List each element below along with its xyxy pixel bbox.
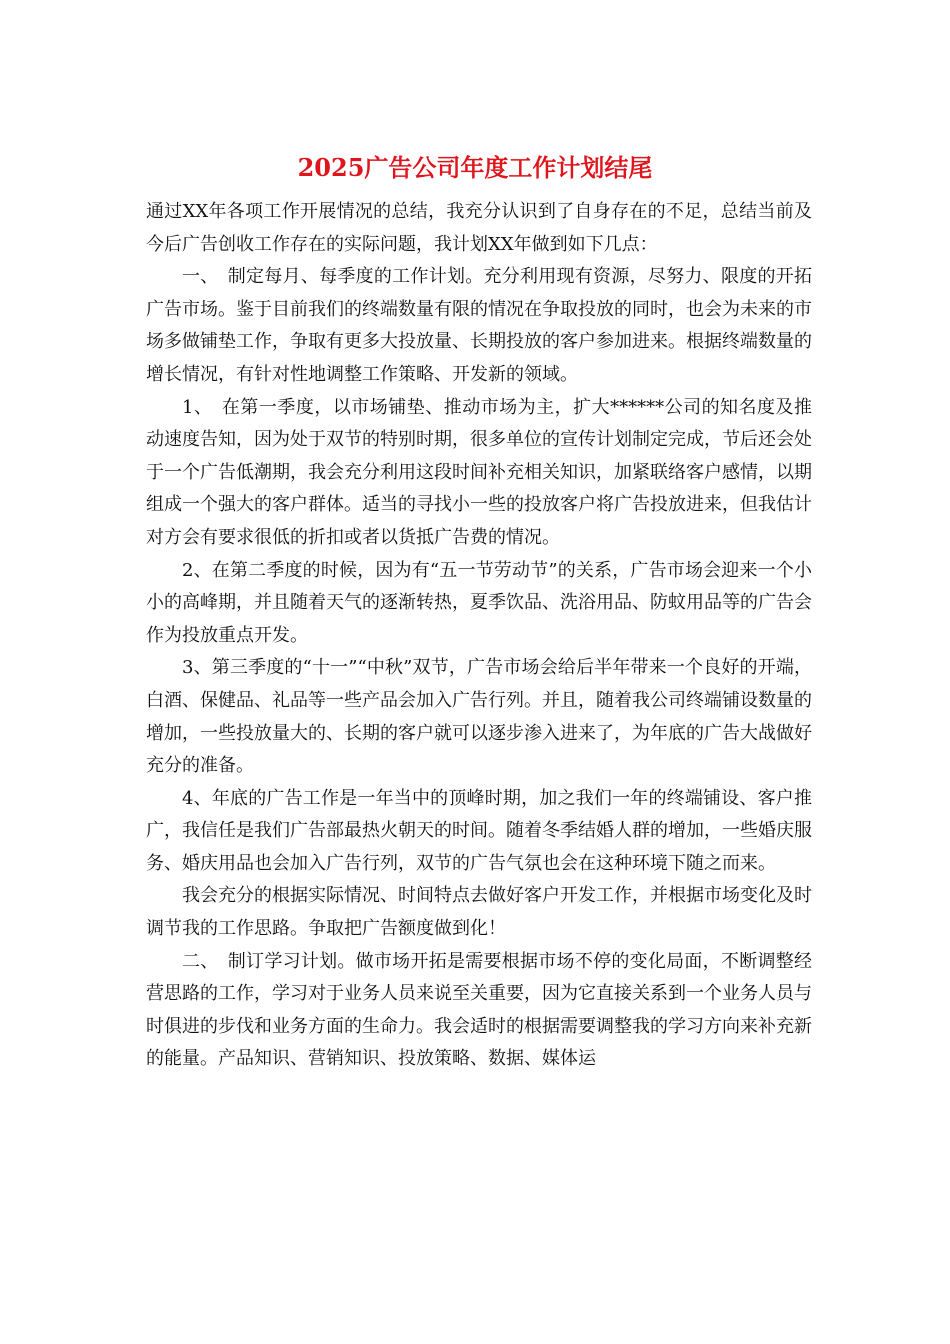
paragraph-q2: 2、在第二季度的时候，因为有“五一节劳动节”的关系，广告市场会迎来一个小小的高峰期，并且随着天气的逐渐转热，夏季饮品、洗浴用品、防蚊用品等的广告会作为投放重点开发。 [146,559,812,646]
document-title: 2025广告公司年度工作计划结尾 [297,153,653,182]
paragraph-section-2: 二、 制订学习计划。做市场开拓是需要根据市场不停的变化局面，不断调整经营思路的工作，学习对于业务人员来说至关重要，因为它直接关系到一个业务人员与时俱进的步伐和业务方面的生命力。我会适时的根据需要调整我的学习方向来补充新的能量。产品知识、营销知识、投放策略、数据、媒体运 [146,950,812,1070]
paragraph-intro: 通过XX年各项工作开展情况的总结，我充分认识到了自身存在的不足，总结当前及今后广告创收工作存在的实际问题，我计划XX年做到如下几点： [146,201,812,255]
document-body [146,196,812,1076]
paragraph-q3: 3、第三季度的“十一”“中秋”双节，广告市场会给后半年带来一个良好的开端，白酒、保健品、礼品等一些产品会加入广告行列。并且，随着我公司终端铺设数量的增加，一些投放量大的、长期的客户就可以逐步渗入进来了，为年底的广告大战做好充分的准备。 [146,657,812,777]
paragraph-summary: 我会充分的根据实际情况、时间特点去做好客户开发工作，并根据市场变化及时调节我的工作思路。争取把广告额度做到化！ [146,885,812,940]
paragraph-q4: 4、年底的广告工作是一年当中的顶峰时期，加之我们一年的终端铺设、客户推广，我信任是我们广告部最热火朝天的时间。随着冬季结婚人群的增加，一些婚庆服务、婚庆用品也会加入广告行列，双节的广告气氛也会在这种环境下随之而来。 [146,787,812,874]
paragraph-section-1: 一、 制定每月、每季度的工作计划。充分利用现有资源，尽努力、限度的开拓广告市场。鉴于目前我们的终端数量有限的情况在争取投放的同时，也会为未来的市场多做铺垫工作，争取有更多大投放量、长期投放的客户参加进来。根据终端数量的增长情况，有针对性地调整工作策略、开发新的领域。 [146,266,812,385]
paragraph-q1: 1、 在第一季度，以市场铺垫、推动市场为主，扩大******公司的知名度及推动速度告知，因为处于双节的特别时期，很多单位的宣传计划制定完成，节后还会处于一个广告低潮期，我会充分利用这段时间补充相关知识，加紧联络客户感情，以期组成一个强大的客户群体。适当的寻找小一些的投放客户将广告投放进来，但我估计对方会有要求很低的折扣或者以货抵广告费的情况。 [146,396,812,548]
